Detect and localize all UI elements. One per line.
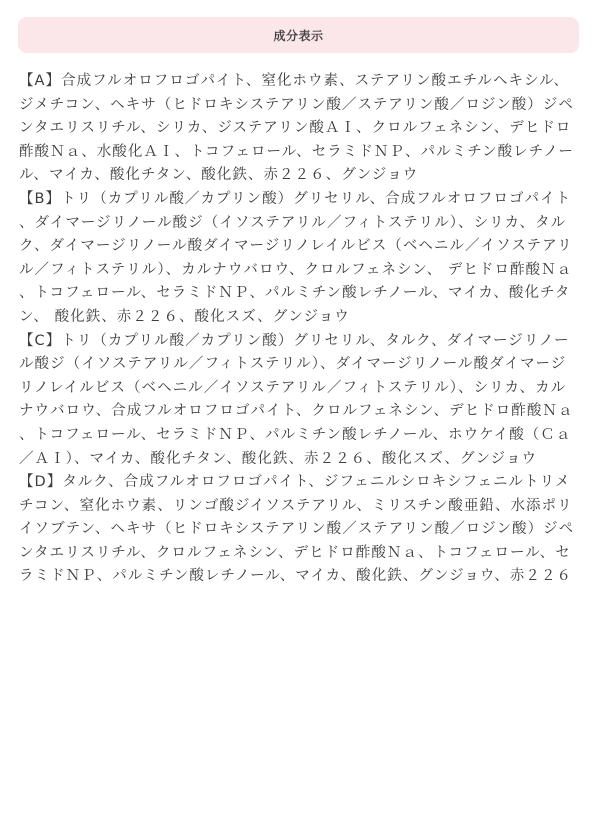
- ingredients-heading-bar: [18, 17, 579, 53]
- section-title: 成分表示: [273, 28, 324, 43]
- ingredient-block-b: 【B】トリ（カプリル酸／カプリン酸）グリセリル、合成フルオロフロゴパイト、ダイマージリノール酸ジ（イソステアリル／フィトステリル）、シリカ、タルク、ダイマージリノール酸ダイマージリノレイルビス（ベヘニル／イソステアリル／フィトステリル）、カルナウバロウ、クロルフェネシン、 デヒドロ酢酸Ｎａ、トコフェロール、セラミドＮＰ、パルミチン酸レチノール、マイカ、酸化チタン、 酸化鉄、赤２２６、酸化スズ、グンジョウ: [19, 190, 573, 325]
- ingredient-block-a: 【A】合成フルオロフロゴパイト、窒化ホウ素、ステアリン酸エチルヘキシル、ジメチコン、ヘキサ（ヒドロキシステアリン酸／ステアリン酸／ロジン酸）ジペンタエリスリチル、シリカ、ジステアリン酸ＡＩ、クロルフェネシン、デヒドロ酢酸Ｎａ、水酸化ＡＩ、トコフェロール、セラミドＮＰ、パルミチン酸レチノール、マイカ、酸化チタン、酸化鉄、赤２２６、グンジョウ: [19, 73, 574, 184]
- ingredient-block-d: 【D】タルク、合成フルオロフロゴパイト、ジフェニルシロキシフェニルトリメチコン、窒化ホウ素、リンゴ酸ジイソステアリル、ミリスチン酸亜鉛、水添ポリイソブテン、ヘキサ（ヒドロキシステアリン酸／ステアリン酸／ロジン酸）ジペンタエリスリチル、クロルフェネシン、デヒドロ酢酸Ｎａ、トコフェロール、セラミドＮＰ、パルミチン酸レチノール、マイカ、酸化鉄、グンジョウ、赤２２６: [19, 474, 575, 585]
- ingredient-block-c: 【C】トリ（カプリル酸／カプリン酸）グリセリル、タルク、ダイマージリノール酸ジ（イソステアリル／フィトステリル）、ダイマージリノール酸ダイマージリノレイルビス（ベヘニル／イソステアリル／フィトステリル）、シリカ、カルナウバロウ、合成フルオロフロゴパイト、クロルフェネシン、デヒドロ酢酸Ｎａ、トコフェロール、セラミドＮＰ、パルミチン酸レチノール、ホウケイ酸（Ｃａ／ＡＩ）、マイカ、酸化チタン、酸化鉄、赤２２６、酸化スズ、グンジョウ: [19, 332, 574, 467]
- ingredients-list: [18, 70, 579, 589]
